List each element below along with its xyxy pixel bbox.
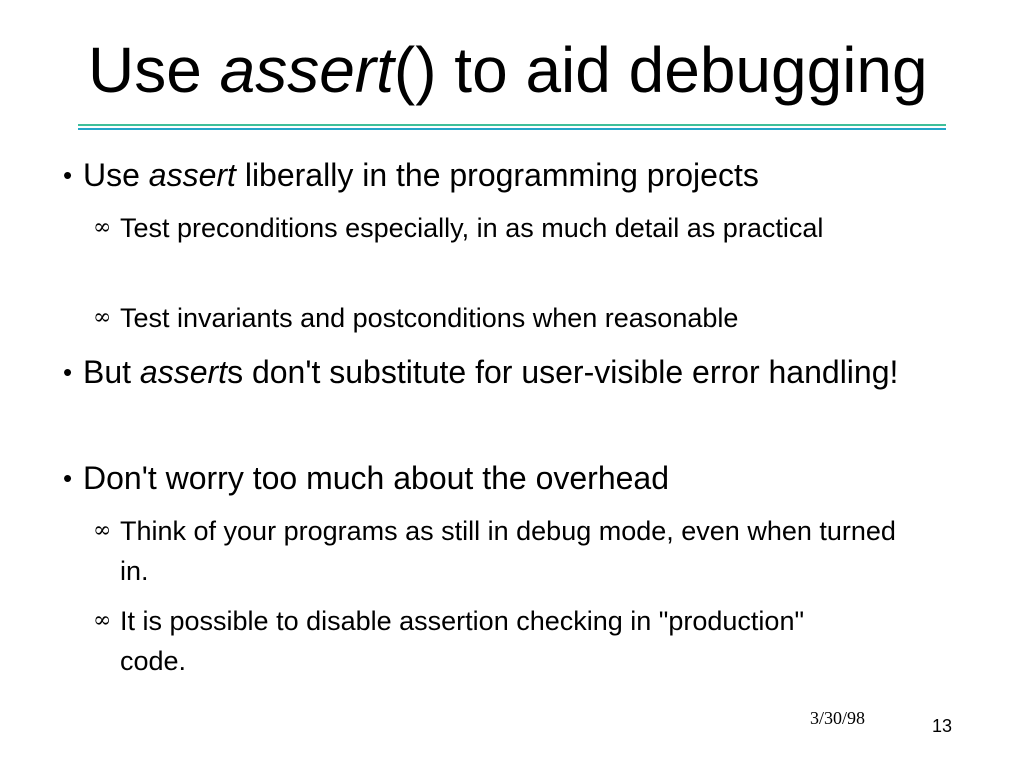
sub-bullet-2 [93, 298, 913, 338]
bullet-dot-icon: • [63, 160, 73, 190]
bullet-3 [63, 456, 943, 500]
page-number: 13 [932, 716, 953, 736]
infinity-bullet-icon: ∞ [93, 518, 112, 543]
title-emphasis: assert [219, 34, 394, 106]
bullet-1-prefix: Use [83, 157, 149, 193]
sub-bullet-4 [93, 601, 913, 681]
bullet-1-text [63, 153, 943, 197]
bullet-2-emphasis: assert [139, 354, 228, 390]
underline-top [78, 124, 946, 126]
bullet-1-suffix: liberally in the programming projects [235, 157, 759, 193]
bullet-2 [63, 350, 943, 394]
infinity-bullet-icon: ∞ [93, 215, 112, 240]
title-prefix: Use [88, 34, 220, 106]
sub-bullet-3-text: Think of your programs as still in debug mode, even when turned in. [120, 516, 896, 586]
infinity-bullet-icon: ∞ [93, 305, 112, 330]
slide-title [88, 30, 928, 110]
infinity-bullet-icon: ∞ [93, 608, 112, 633]
bullet-dot-icon: • [63, 357, 73, 387]
title-underline [78, 124, 946, 130]
bullet-2-text [63, 350, 933, 394]
sub-bullet-2-text: Test invariants and postconditions when reasonable [120, 303, 739, 333]
sub-bullet-4-text: It is possible to disable assertion checking in "production" code. [120, 606, 805, 676]
sub-bullet-1-text: Test preconditions especially, in as much detail as practical [120, 213, 824, 243]
title-suffix: () to aid debugging [393, 34, 928, 106]
bullet-2-suffix: s don't substitute for user-visible error handling! [227, 354, 899, 390]
underline-bottom [78, 128, 946, 130]
bullet-3-text: Don't worry too much about the overhead [83, 460, 669, 496]
sub-bullet-1 [93, 208, 913, 248]
bullet-dot-icon: • [63, 463, 73, 493]
bullet-1 [63, 153, 943, 197]
bullet-1-emphasis: assert [148, 157, 236, 193]
bullet-2-prefix: But [83, 354, 140, 390]
footer-date: 3/30/98 [810, 708, 866, 728]
sub-bullet-3 [93, 511, 913, 591]
